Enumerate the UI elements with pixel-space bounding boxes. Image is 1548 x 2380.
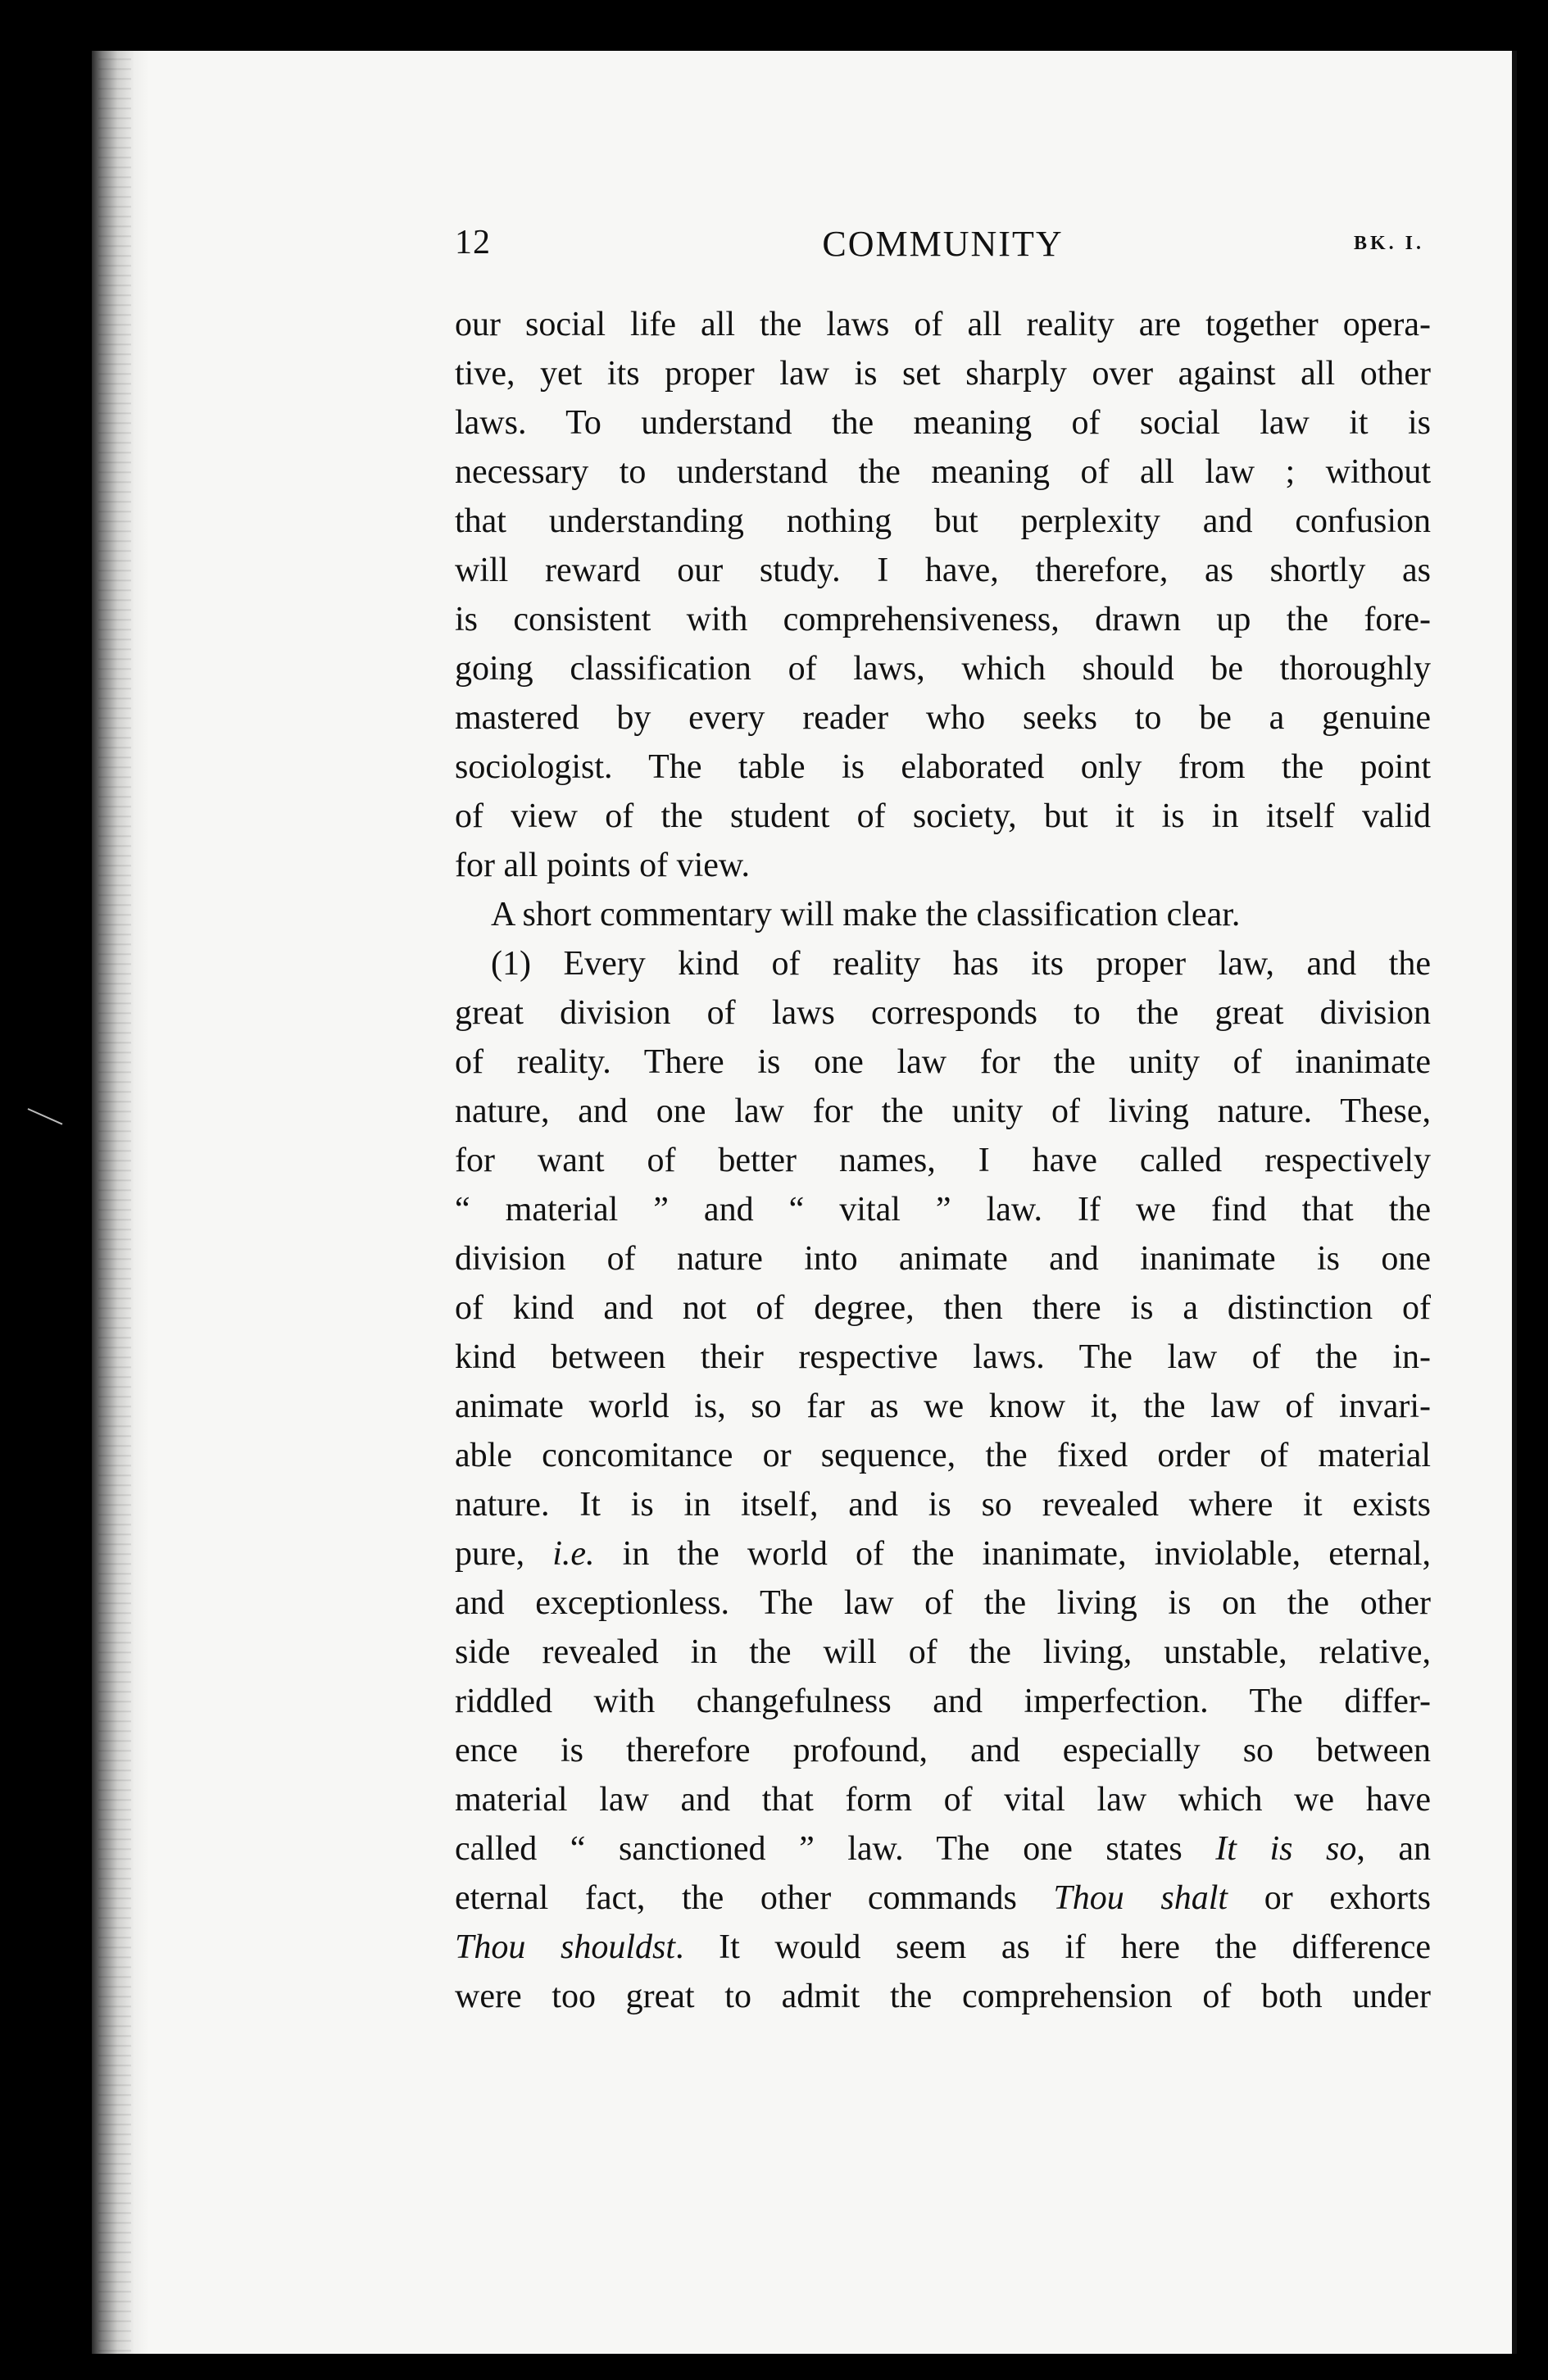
text-line: (1) Every kind of reality has its proper law, and the — [491, 945, 1431, 983]
page-binding-texture — [98, 51, 131, 2354]
text-line: nature, and one law for the unity of living nature. These, — [455, 1092, 1431, 1130]
page-number: 12 — [455, 224, 491, 261]
text-line: going classification of laws, which should be thoroughly — [455, 650, 1431, 688]
text-line: that understanding nothing but perplexity and confusion — [455, 502, 1431, 540]
text-line: animate world is, so far as we know it, the law of invari- — [455, 1388, 1431, 1425]
text-line: mastered by every reader who seeks to be a genuine — [455, 699, 1431, 737]
text-line: material law and that form of vital law which we have — [455, 1781, 1431, 1819]
text-line: necessary to understand the meaning of all law ; without — [455, 453, 1431, 491]
text-line: our social life all the laws of all reality are together opera- — [455, 306, 1431, 343]
text-line: laws. To understand the meaning of social law it is — [455, 404, 1431, 442]
page-right-edge — [1512, 51, 1517, 2354]
text-line: pure, i.e. in the world of the inanimate, inviolable, eternal, — [455, 1535, 1431, 1573]
text-line: great division of laws corresponds to the great division — [455, 994, 1431, 1032]
text-line: nature. It is in itself, and is so revealed where it exists — [455, 1486, 1431, 1524]
book-reference: BK. I. — [1353, 233, 1424, 254]
text-line: eternal fact, the other commands Thou shalt or exhorts — [455, 1879, 1431, 1917]
text-line: of kind and not of degree, then there is a distinction of — [455, 1289, 1431, 1327]
text-line: A short commentary will make the classification clear. — [491, 896, 1241, 933]
text-line: division of nature into animate and inanimate is one — [455, 1240, 1431, 1278]
text-line: tive, yet its proper law is set sharply over against all other — [455, 355, 1431, 393]
text-line: “ material ” and “ vital ” law. If we find that the — [455, 1191, 1431, 1229]
body-text — [455, 300, 1431, 2021]
text-line: for all points of view. — [455, 847, 751, 884]
text-line: and exceptionless. The law of the living is on the other — [455, 1584, 1431, 1622]
text-line: called “ sanctioned ” law. The one states It is so, an — [455, 1830, 1431, 1868]
text-line: ence is therefore profound, and especially so between — [455, 1732, 1431, 1769]
text-line: is consistent with comprehensiveness, drawn up the fore- — [455, 601, 1431, 638]
text-line: kind between their respective laws. The law of the in- — [455, 1338, 1431, 1376]
text-line: able concomitance or sequence, the fixed order of material — [455, 1437, 1431, 1474]
text-line: for want of better names, I have called respectively — [455, 1142, 1431, 1179]
running-header — [455, 223, 1431, 272]
text-line: sociologist. The table is elaborated only from the point — [455, 748, 1431, 786]
text-line: of reality. There is one law for the unity of inanimate — [455, 1043, 1431, 1081]
text-line: Thou shouldst. It would seem as if here the difference — [455, 1928, 1431, 1966]
text-line: riddled with changefulness and imperfection. The differ- — [455, 1683, 1431, 1720]
running-title: COMMUNITY — [822, 224, 1064, 264]
text-line: were too great to admit the comprehension of both under — [455, 1978, 1431, 2015]
text-line: of view of the student of society, but it is in itself valid — [455, 797, 1431, 835]
text-line: will reward our study. I have, therefore, as shortly as — [455, 552, 1431, 589]
text-line: side revealed in the will of the living, unstable, relative, — [455, 1633, 1431, 1671]
